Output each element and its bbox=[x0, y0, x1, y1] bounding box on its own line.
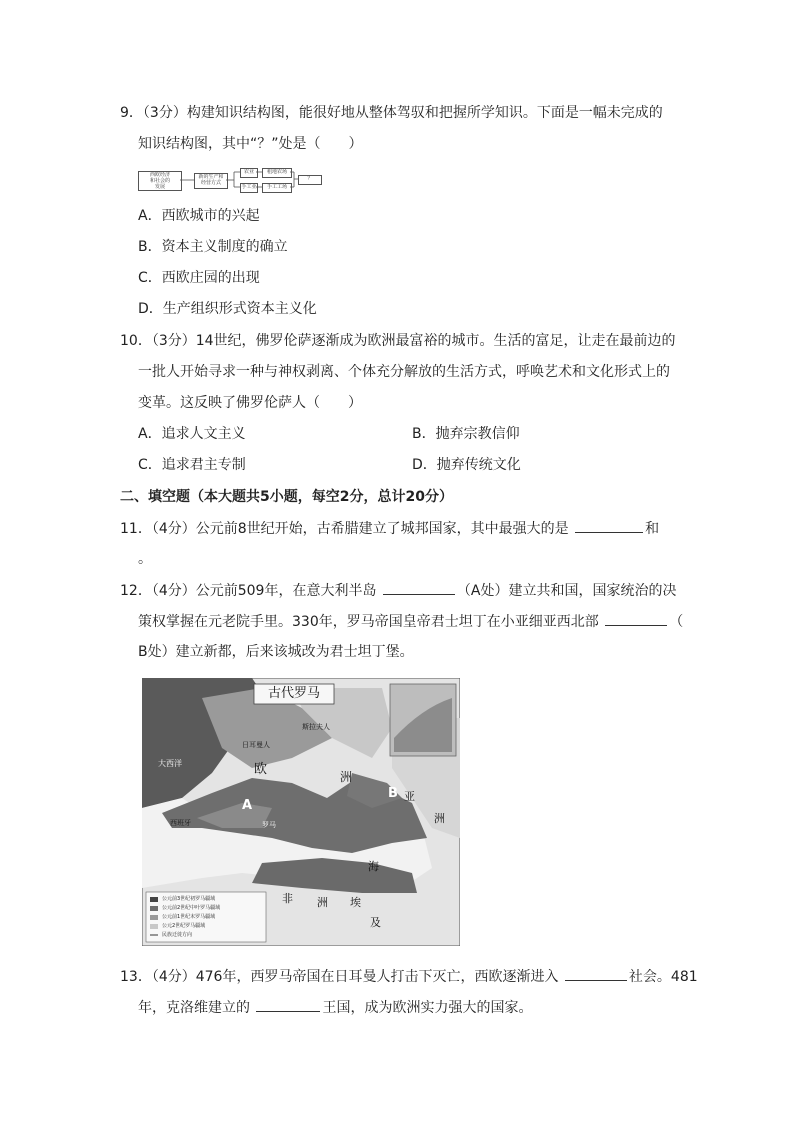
q12-text-b: （A处）建立共和国，国家统治的决 bbox=[456, 583, 677, 599]
q12-text-d: （ bbox=[669, 614, 684, 630]
map-label-europe-2: 洲 bbox=[340, 770, 353, 784]
q9-stem-line2: 知识结构图，其中“？”处是（ ） bbox=[138, 136, 363, 152]
diagram-box-question: ？ bbox=[298, 175, 322, 185]
q10-stem-line2: 一批人开始寻求一种与神权剥离、个体充分解放的生活方式，呼唤艺术和文化形式上的 bbox=[138, 364, 670, 380]
q10-option-d[interactable]: D．抛弃传统文化 bbox=[412, 457, 521, 473]
q10-option-a[interactable]: A．追求人文主义 bbox=[138, 426, 246, 442]
map-label-africa-1: 非 bbox=[282, 892, 293, 905]
q11-text-c: 。 bbox=[138, 551, 152, 567]
q9-option-a[interactable]: A．西欧城市的兴起 bbox=[138, 208, 260, 224]
map-label-africa-2: 洲 bbox=[317, 896, 328, 909]
q13-text-a: 13．（4分）476年，西罗马帝国在日耳曼人打击下灭亡，西欧逐渐进入 bbox=[120, 969, 559, 985]
q11-stem-line1 bbox=[120, 518, 659, 539]
diagram-box-production: 新的生产和 经营方式 bbox=[194, 173, 228, 189]
map-label-spain: 西班牙 bbox=[170, 819, 191, 827]
map-label-germans: 日耳曼人 bbox=[242, 741, 270, 749]
q11-blank-1[interactable] bbox=[575, 518, 643, 533]
q9-option-d[interactable]: D．生产组织形式资本主义化 bbox=[138, 301, 317, 317]
q11-text-a: 11．（4分）公元前8世纪开始，古希腊建立了城邦国家，其中最强大的是 bbox=[120, 521, 569, 537]
q9-stem-line1: 9．（3分）构建知识结构图，能很好地从整体驾驭和把握所学知识。下面是一幅未完成的 bbox=[120, 105, 663, 121]
diagram-box-agriculture: 农业 bbox=[240, 168, 258, 178]
map-label-rome: 罗马 bbox=[262, 821, 276, 829]
map-label-a: A bbox=[242, 798, 253, 813]
q12-blank-a[interactable] bbox=[383, 580, 455, 595]
section-heading-fill-blank: 二、填空题（本大题共5小题，每空2分，总计20分） bbox=[120, 489, 453, 505]
map-label-slavs: 斯拉夫人 bbox=[302, 723, 330, 731]
legend-item-3: 公元前1世纪末罗马疆域 bbox=[162, 914, 216, 920]
q11-stem-line2 bbox=[138, 549, 152, 569]
map-label-asia-1: 亚 bbox=[404, 790, 415, 803]
q12-text-a: 12．（4分）公元前509年，在意大利半岛 bbox=[120, 583, 377, 599]
q10-option-c[interactable]: C．追求君主专制 bbox=[138, 457, 246, 473]
q9-option-b[interactable]: B．资本主义制度的确立 bbox=[138, 239, 288, 255]
map-label-asia-2: 洲 bbox=[434, 812, 445, 825]
map-label-sea: 海 bbox=[368, 860, 379, 873]
diagram-box-farm: 租地农场 bbox=[262, 168, 292, 178]
q12-stem-line3: B处）建立新都，后来该城改为君士坦丁堡。 bbox=[138, 644, 414, 660]
diagram-box-handicraft: 手工业 bbox=[240, 183, 258, 193]
map-label-egypt-2: 及 bbox=[370, 916, 381, 929]
map-title: 古代罗马 bbox=[267, 686, 320, 701]
q10-stem-line3: 变革。这反映了佛罗伦萨人（ ） bbox=[138, 395, 362, 411]
legend-item-2: 公元前2世纪中叶罗马疆域 bbox=[162, 905, 221, 911]
q12-stem-line2 bbox=[138, 611, 683, 632]
q10-stem-line1: 10．（3分）14世纪，佛罗伦萨逐渐成为欧洲最富裕的城市。生活的富足，让走在最前边的 bbox=[120, 333, 676, 349]
knowledge-structure-diagram bbox=[138, 168, 313, 192]
diagram-box-workshop: 手工工场 bbox=[262, 183, 292, 193]
map-label-b: B bbox=[388, 786, 398, 801]
legend-item-4: 公元2世纪罗马疆域 bbox=[162, 923, 206, 929]
map-label-atlantic: 大西洋 bbox=[158, 759, 182, 768]
q10-option-b[interactable]: B．抛弃宗教信仰 bbox=[412, 426, 520, 442]
q13-text-c: 年，克洛维建立的 bbox=[138, 1000, 250, 1016]
q13-stem-line2 bbox=[138, 997, 532, 1018]
q11-text-b: 和 bbox=[645, 521, 660, 537]
map-label-europe-1: 欧 bbox=[254, 762, 268, 777]
map-label-egypt-1: 埃 bbox=[350, 896, 361, 909]
legend-item-1: 公元前3世纪初罗马疆域 bbox=[162, 896, 216, 902]
q13-text-d: 王国，成为欧洲实力强大的国家。 bbox=[322, 1000, 533, 1016]
q13-blank-1[interactable] bbox=[565, 966, 627, 981]
q13-stem-line1 bbox=[120, 966, 698, 987]
diagram-box-root: 西欧经济 和社会的 发展 bbox=[138, 171, 182, 191]
q12-text-c: 策权掌握在元老院手里。330年，罗马帝国皇帝君士坦丁在小亚细亚西北部 bbox=[138, 614, 599, 630]
map-legend bbox=[162, 895, 220, 940]
q12-stem-line1 bbox=[120, 580, 676, 601]
q12-blank-b[interactable] bbox=[605, 611, 667, 626]
ancient-rome-map bbox=[142, 678, 460, 946]
q13-text-b: 社会。481 bbox=[628, 969, 698, 985]
legend-item-5: 民族迁徙方向 bbox=[162, 932, 193, 938]
q9-option-c[interactable]: C．西欧庄园的出现 bbox=[138, 270, 260, 286]
diagram-connectors bbox=[138, 168, 328, 192]
q13-blank-2[interactable] bbox=[256, 997, 320, 1012]
